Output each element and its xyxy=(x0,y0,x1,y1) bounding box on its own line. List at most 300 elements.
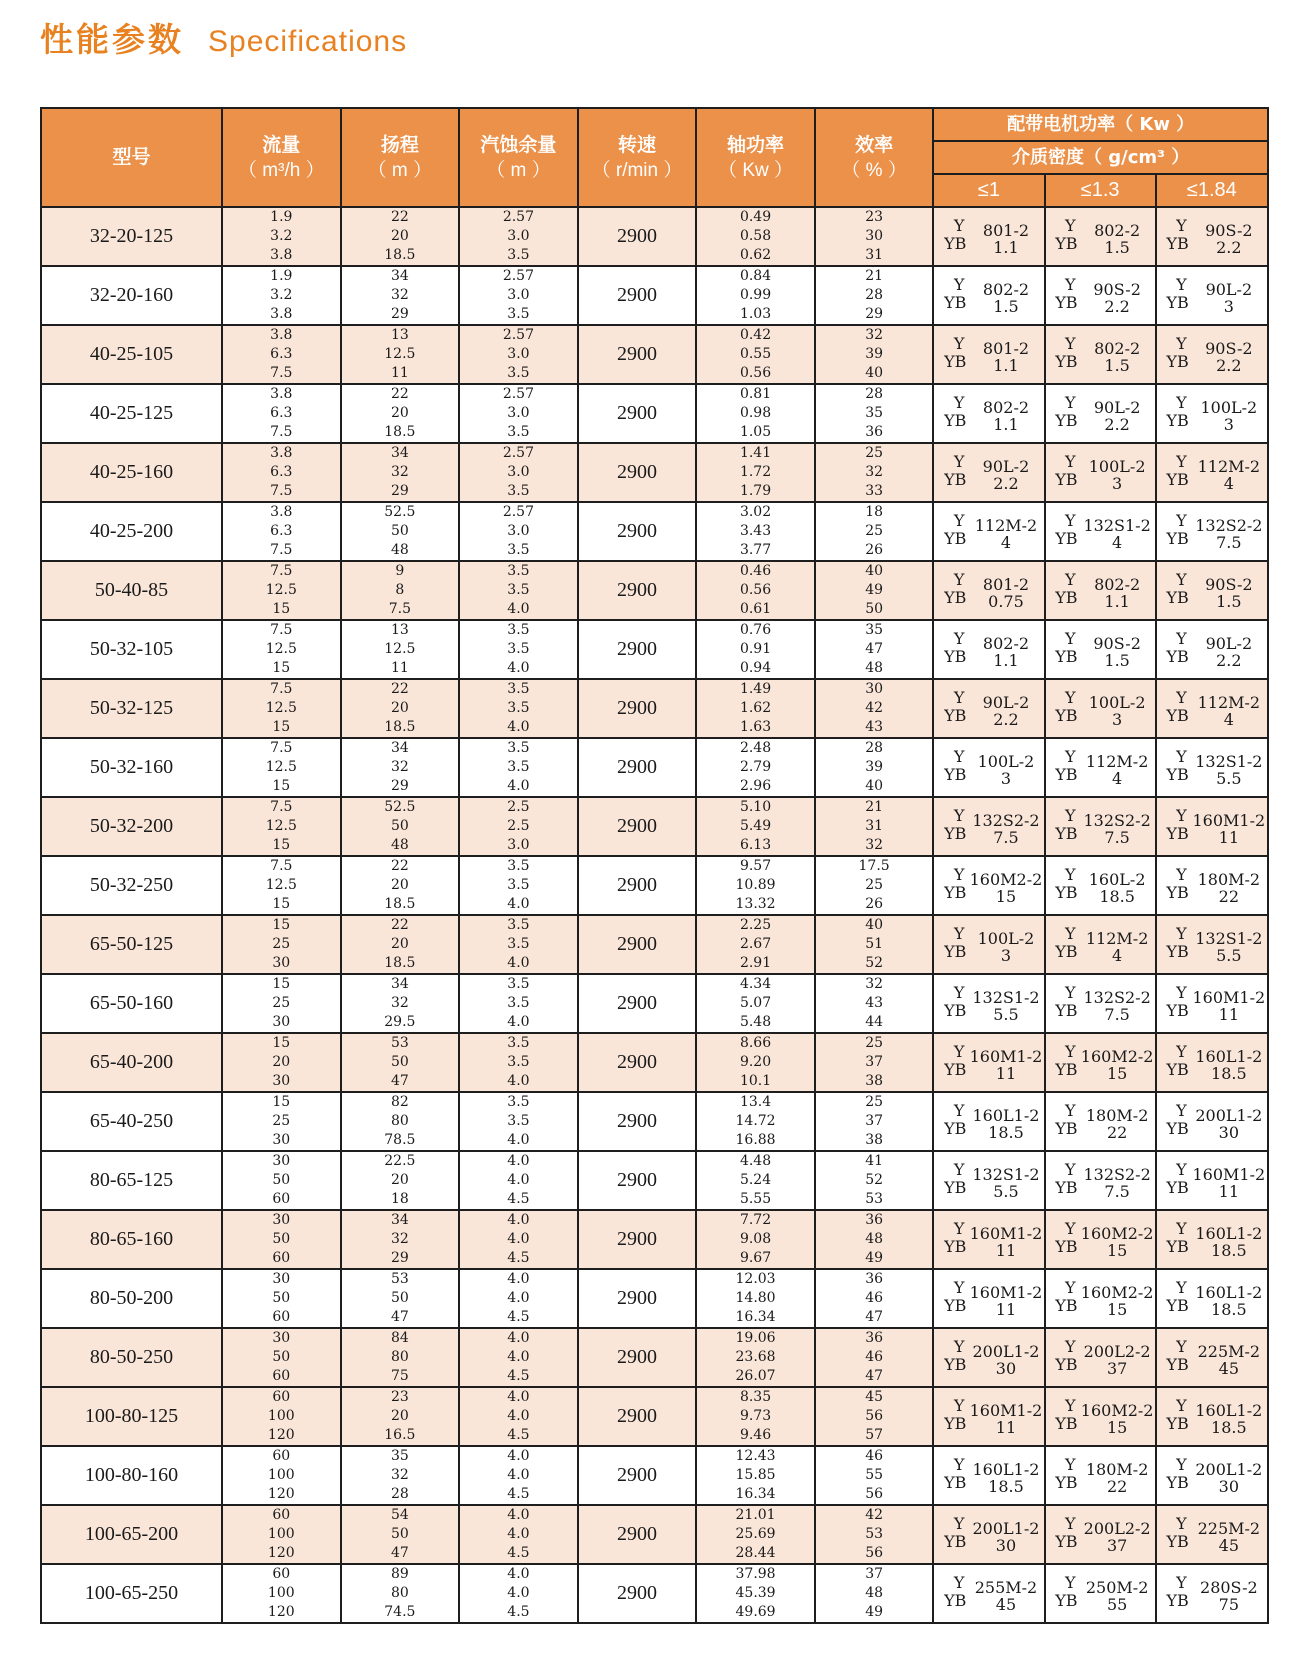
motor-kw: 7.5 xyxy=(1104,1005,1130,1024)
shaft-power-cell-value: 3.02 xyxy=(739,504,772,520)
flow-cell xyxy=(222,443,341,502)
motor-spec xyxy=(1157,687,1267,731)
motor-kw: 45 xyxy=(1218,1359,1240,1378)
head-cell-value: 18 xyxy=(390,1191,409,1207)
shaft-power-cell xyxy=(696,1092,815,1151)
model-cell: 50-32-125 xyxy=(41,679,222,738)
efficiency-cell xyxy=(815,738,934,797)
motor-prefix-yb: YB xyxy=(1166,1296,1189,1315)
head-cell-value: 22 xyxy=(390,681,409,697)
header-density-3: ≤1.84 xyxy=(1156,174,1268,207)
head-cell xyxy=(341,856,460,915)
motor-prefix-yb: YB xyxy=(1055,883,1078,902)
motor-type: 90L-2 xyxy=(982,457,1030,476)
head-cell-value: 12.5 xyxy=(384,641,416,657)
npsh-cell-value: 4.5 xyxy=(507,1545,530,1561)
motor-cell xyxy=(1045,443,1156,502)
head-cell-value: 22 xyxy=(390,386,409,402)
npsh-cell-value: 4.0 xyxy=(507,1330,530,1346)
motor-prefix-y: Y xyxy=(953,806,965,825)
table-row xyxy=(41,1446,1268,1505)
motor-cell xyxy=(1156,915,1268,974)
head-cell-value: 34 xyxy=(390,1212,409,1228)
npsh-cell-value: 4.5 xyxy=(507,1309,530,1325)
npsh-cell-value: 3.5 xyxy=(507,995,530,1011)
motor-type: 112M-2 xyxy=(1085,752,1149,771)
flow-cell-value: 15 xyxy=(272,896,291,912)
efficiency-cell xyxy=(815,1151,934,1210)
npsh-cell-value: 3.5 xyxy=(507,483,530,499)
title-chinese: 性能参数 xyxy=(40,20,184,59)
motor-prefix-y: Y xyxy=(1176,1455,1187,1474)
shaft-power-cell xyxy=(696,325,815,384)
motor-prefix-yb: YB xyxy=(1055,942,1078,961)
motor-prefix-y: Y xyxy=(1064,983,1076,1002)
speed-cell: 2900 xyxy=(578,443,697,502)
motor-spec xyxy=(1046,746,1155,790)
shaft-power-cell-value: 16.88 xyxy=(735,1132,776,1148)
model-cell: 65-40-250 xyxy=(41,1092,222,1151)
efficiency-cell-value: 28 xyxy=(865,287,884,303)
motor-prefix-y: Y xyxy=(1064,1573,1076,1592)
head-cell-value: 52.5 xyxy=(384,799,416,815)
motor-type: 160M2-2 xyxy=(969,870,1043,889)
motor-prefix-y: Y xyxy=(1064,275,1076,294)
head-cell-value: 50 xyxy=(390,1054,409,1070)
motor-cell xyxy=(933,1564,1044,1623)
model-cell: 40-25-160 xyxy=(41,443,222,502)
motor-spec xyxy=(1157,333,1267,377)
motor-cell xyxy=(1156,443,1268,502)
efficiency-cell-value: 47 xyxy=(865,1309,884,1325)
efficiency-cell-value: 30 xyxy=(865,228,884,244)
motor-kw: 1.1 xyxy=(1104,592,1130,611)
motor-type: 90L-2 xyxy=(1205,634,1253,653)
shaft-power-cell-value: 8.66 xyxy=(739,1035,772,1051)
motor-prefix-yb: YB xyxy=(944,1532,967,1551)
motor-prefix-y: Y xyxy=(1176,688,1187,707)
flow-cell xyxy=(222,207,341,266)
motor-prefix-y: Y xyxy=(1064,1337,1076,1356)
npsh-cell-value: 4.0 xyxy=(507,1073,530,1089)
head-cell-value: 32 xyxy=(390,759,409,775)
motor-prefix-yb: YB xyxy=(944,411,967,430)
motor-kw: 1.5 xyxy=(1104,356,1130,375)
motor-type: 160M1-2 xyxy=(969,1224,1043,1243)
motor-type: 90L-2 xyxy=(1093,398,1141,417)
motor-prefix-yb: YB xyxy=(1055,647,1078,666)
head-cell-value: 13 xyxy=(390,622,409,638)
head-cell-value: 32 xyxy=(390,1231,409,1247)
efficiency-cell-value: 33 xyxy=(865,483,884,499)
motor-spec xyxy=(1046,1277,1155,1321)
npsh-cell-value: 4.0 xyxy=(507,1231,530,1247)
npsh-cell-value: 2.57 xyxy=(502,268,534,284)
motor-cell xyxy=(1156,1564,1268,1623)
npsh-cell-value: 3.0 xyxy=(507,523,530,539)
head-cell-value: 22.5 xyxy=(384,1153,416,1169)
flow-cell-value: 60 xyxy=(272,1389,291,1405)
motor-type: 801-2 xyxy=(982,339,1030,358)
motor-kw: 18.5 xyxy=(1099,887,1135,906)
motor-spec xyxy=(1046,1336,1155,1380)
head-cell-value: 11 xyxy=(390,660,409,676)
motor-prefix-y: Y xyxy=(1064,334,1076,353)
efficiency-cell-value: 46 xyxy=(865,1349,884,1365)
npsh-cell-value: 3.5 xyxy=(507,1035,530,1051)
table-row xyxy=(41,207,1268,266)
npsh-cell-value: 3.5 xyxy=(507,681,530,697)
motor-cell xyxy=(933,1210,1044,1269)
npsh-cell-value: 4.0 xyxy=(507,1132,530,1148)
shaft-power-cell-value: 0.55 xyxy=(739,346,772,362)
motor-type: 200L2-2 xyxy=(1083,1519,1151,1538)
npsh-cell-value: 4.0 xyxy=(507,1014,530,1030)
motor-type: 160L1-2 xyxy=(1195,1283,1263,1302)
motor-cell xyxy=(933,1387,1044,1446)
flow-cell-value: 7.5 xyxy=(270,563,293,579)
motor-cell xyxy=(1156,561,1268,620)
npsh-cell-value: 3.5 xyxy=(507,740,530,756)
shaft-power-cell-value: 4.48 xyxy=(739,1153,772,1169)
npsh-cell-value: 2.57 xyxy=(502,504,534,520)
head-cell xyxy=(341,620,460,679)
efficiency-cell-value: 32 xyxy=(865,464,884,480)
header-density-2: ≤1.3 xyxy=(1045,174,1156,207)
motor-spec xyxy=(1157,215,1267,259)
shaft-power-cell xyxy=(696,266,815,325)
motor-cell xyxy=(933,443,1044,502)
efficiency-cell xyxy=(815,620,934,679)
motor-type: 132S2-2 xyxy=(1083,988,1151,1007)
flow-cell xyxy=(222,266,341,325)
motor-spec xyxy=(1046,687,1155,731)
motor-prefix-y: Y xyxy=(1176,1337,1187,1356)
motor-cell xyxy=(933,561,1044,620)
table-row xyxy=(41,1505,1268,1564)
speed-cell: 2900 xyxy=(578,266,697,325)
motor-type: 100L-2 xyxy=(977,752,1035,771)
motor-spec xyxy=(934,864,1043,908)
npsh-cell-value: 2.57 xyxy=(502,327,534,343)
motor-spec xyxy=(1157,1454,1267,1498)
efficiency-cell-value: 21 xyxy=(865,799,884,815)
motor-cell xyxy=(1045,561,1156,620)
motor-kw: 30 xyxy=(1218,1123,1240,1142)
flow-cell-value: 60 xyxy=(272,1191,291,1207)
motor-spec xyxy=(934,805,1043,849)
motor-kw: 22 xyxy=(1106,1477,1128,1496)
motor-cell xyxy=(1156,1505,1268,1564)
motor-type: 225M-2 xyxy=(1197,1342,1261,1361)
motor-prefix-yb: YB xyxy=(1055,1355,1078,1374)
title-english: Specifications xyxy=(208,25,408,58)
motor-prefix-y: Y xyxy=(1176,275,1187,294)
flow-cell xyxy=(222,1328,341,1387)
head-cell xyxy=(341,1210,460,1269)
motor-prefix-yb: YB xyxy=(944,824,967,843)
motor-spec xyxy=(1157,451,1267,495)
flow-cell-value: 15 xyxy=(272,837,291,853)
head-cell-value: 47 xyxy=(390,1309,409,1325)
npsh-cell-value: 4.0 xyxy=(507,1467,530,1483)
shaft-power-cell-value: 10.89 xyxy=(735,877,776,893)
motor-kw: 45 xyxy=(995,1595,1017,1614)
motor-prefix-yb: YB xyxy=(1055,706,1078,725)
efficiency-cell-value: 43 xyxy=(865,995,884,1011)
shaft-power-cell-value: 23.68 xyxy=(735,1349,776,1365)
motor-kw: 18.5 xyxy=(1211,1300,1247,1319)
motor-prefix-y: Y xyxy=(953,983,965,1002)
motor-spec xyxy=(1046,451,1155,495)
motor-kw: 11 xyxy=(995,1241,1017,1260)
motor-kw: 15 xyxy=(1106,1064,1128,1083)
table-row xyxy=(41,325,1268,384)
flow-cell-value: 15 xyxy=(272,917,291,933)
head-cell-value: 11 xyxy=(390,365,409,381)
shaft-power-cell xyxy=(696,207,815,266)
motor-spec xyxy=(934,215,1043,259)
shaft-power-cell-value: 0.49 xyxy=(739,209,772,225)
motor-type: 90S-2 xyxy=(1093,634,1141,653)
motor-type: 132S2-2 xyxy=(1195,516,1263,535)
motor-type: 802-2 xyxy=(1094,339,1141,358)
motor-type: 160M2-2 xyxy=(1080,1047,1154,1066)
model-cell: 80-50-250 xyxy=(41,1328,222,1387)
model-cell: 100-80-160 xyxy=(41,1446,222,1505)
motor-prefix-yb: YB xyxy=(944,1119,967,1138)
motor-spec xyxy=(1046,1218,1155,1262)
header-flow: 流量 （ m³/h ） xyxy=(222,108,341,207)
motor-prefix-yb: YB xyxy=(1055,234,1078,253)
flow-cell-value: 6.3 xyxy=(270,464,293,480)
flow-cell-value: 3.2 xyxy=(270,228,293,244)
efficiency-cell-value: 48 xyxy=(865,1231,884,1247)
efficiency-cell xyxy=(815,266,934,325)
motor-prefix-yb: YB xyxy=(1166,352,1189,371)
motor-prefix-yb: YB xyxy=(1166,1237,1189,1256)
motor-type: 132S2-2 xyxy=(972,811,1040,830)
flow-cell xyxy=(222,1210,341,1269)
flow-cell-value: 12.5 xyxy=(265,759,297,775)
head-cell xyxy=(341,797,460,856)
flow-cell-value: 3.8 xyxy=(270,445,293,461)
motor-type: 132S1-2 xyxy=(972,988,1040,1007)
motor-spec xyxy=(1046,1513,1155,1557)
flow-cell xyxy=(222,915,341,974)
motor-prefix-y: Y xyxy=(1176,1219,1187,1238)
motor-spec xyxy=(1157,982,1267,1026)
head-cell-value: 54 xyxy=(390,1507,409,1523)
motor-cell xyxy=(1045,679,1156,738)
head-cell-value: 22 xyxy=(390,858,409,874)
motor-prefix-y: Y xyxy=(1176,452,1187,471)
motor-prefix-yb: YB xyxy=(1055,1414,1078,1433)
shaft-power-cell-value: 14.72 xyxy=(735,1113,776,1129)
motor-kw: 45 xyxy=(1218,1536,1240,1555)
head-cell-value: 23 xyxy=(390,1389,409,1405)
motor-kw: 30 xyxy=(1218,1477,1240,1496)
motor-prefix-y: Y xyxy=(953,688,965,707)
motor-cell xyxy=(1156,384,1268,443)
efficiency-cell-value: 28 xyxy=(865,740,884,756)
motor-prefix-y: Y xyxy=(1176,216,1187,235)
table-row xyxy=(41,443,1268,502)
motor-spec xyxy=(1157,1572,1267,1616)
head-cell-value: 48 xyxy=(390,542,409,558)
npsh-cell-value: 3.5 xyxy=(507,976,530,992)
motor-prefix-yb: YB xyxy=(1055,1591,1078,1610)
flow-cell xyxy=(222,1505,341,1564)
motor-prefix-yb: YB xyxy=(1166,234,1189,253)
efficiency-cell-value: 26 xyxy=(865,542,884,558)
motor-prefix-y: Y xyxy=(1176,983,1187,1002)
motor-spec xyxy=(934,1454,1043,1498)
motor-prefix-yb: YB xyxy=(1166,470,1189,489)
motor-type: 180M-2 xyxy=(1085,1106,1149,1125)
flow-cell-value: 7.5 xyxy=(270,365,293,381)
motor-cell xyxy=(1045,974,1156,1033)
efficiency-cell xyxy=(815,1092,934,1151)
motor-cell xyxy=(933,266,1044,325)
shaft-power-cell-value: 0.98 xyxy=(739,405,772,421)
shaft-power-cell-value: 3.43 xyxy=(739,523,772,539)
motor-spec xyxy=(934,982,1043,1026)
shaft-power-cell-value: 0.56 xyxy=(739,582,772,598)
efficiency-cell-value: 49 xyxy=(865,582,884,598)
motor-type: 802-2 xyxy=(1094,221,1141,240)
motor-prefix-yb: YB xyxy=(1166,1001,1189,1020)
table-body xyxy=(41,207,1268,1623)
head-cell-value: 52.5 xyxy=(384,504,416,520)
head-cell-value: 80 xyxy=(390,1113,409,1129)
speed-cell: 2900 xyxy=(578,1151,697,1210)
motor-cell xyxy=(1045,856,1156,915)
motor-prefix-y: Y xyxy=(1064,1160,1076,1179)
motor-cell xyxy=(1045,325,1156,384)
efficiency-cell-value: 48 xyxy=(865,660,884,676)
shaft-power-cell-value: 5.10 xyxy=(739,799,772,815)
motor-spec xyxy=(1157,1100,1267,1144)
flow-cell xyxy=(222,1033,341,1092)
shaft-power-cell-value: 8.35 xyxy=(739,1389,772,1405)
efficiency-cell xyxy=(815,797,934,856)
motor-cell xyxy=(1156,679,1268,738)
motor-cell xyxy=(1156,974,1268,1033)
npsh-cell xyxy=(459,207,578,266)
motor-kw: 3 xyxy=(1112,710,1123,729)
header-speed: 转速 （ r/min ） xyxy=(578,108,697,207)
motor-kw: 15 xyxy=(1106,1241,1128,1260)
motor-cell xyxy=(1045,502,1156,561)
motor-kw: 30 xyxy=(995,1536,1017,1555)
motor-prefix-yb: YB xyxy=(944,470,967,489)
efficiency-cell-value: 46 xyxy=(865,1290,884,1306)
table-row xyxy=(41,1269,1268,1328)
npsh-cell-value: 3.5 xyxy=(507,365,530,381)
motor-prefix-yb: YB xyxy=(1166,1473,1189,1492)
motor-type: 250M-2 xyxy=(1085,1578,1149,1597)
head-cell xyxy=(341,266,460,325)
motor-kw: 5.5 xyxy=(1216,946,1242,965)
motor-spec xyxy=(934,1513,1043,1557)
motor-kw: 11 xyxy=(995,1418,1017,1437)
motor-kw: 4 xyxy=(1223,474,1234,493)
motor-prefix-y: Y xyxy=(1064,1042,1076,1061)
efficiency-cell-value: 30 xyxy=(865,681,884,697)
motor-kw: 7.5 xyxy=(1104,1182,1130,1201)
motor-kw: 18.5 xyxy=(988,1123,1024,1142)
npsh-cell xyxy=(459,679,578,738)
motor-spec xyxy=(934,451,1043,495)
shaft-power-cell-value: 13.4 xyxy=(739,1094,772,1110)
motor-cell xyxy=(933,620,1044,679)
flow-cell xyxy=(222,974,341,1033)
head-cell xyxy=(341,1092,460,1151)
npsh-cell-value: 4.5 xyxy=(507,1427,530,1443)
motor-kw: 5.5 xyxy=(993,1005,1019,1024)
motor-prefix-y: Y xyxy=(953,1042,965,1061)
motor-type: 160M1-2 xyxy=(969,1047,1043,1066)
motor-prefix-y: Y xyxy=(1064,1396,1076,1415)
shaft-power-cell-value: 25.69 xyxy=(735,1526,776,1542)
shaft-power-cell-value: 15.85 xyxy=(735,1467,776,1483)
motor-cell xyxy=(1045,1505,1156,1564)
shaft-power-cell xyxy=(696,443,815,502)
motor-prefix-yb: YB xyxy=(1055,1060,1078,1079)
npsh-cell xyxy=(459,1328,578,1387)
motor-cell xyxy=(1156,207,1268,266)
npsh-cell xyxy=(459,1210,578,1269)
motor-cell xyxy=(933,974,1044,1033)
npsh-cell-value: 4.0 xyxy=(507,955,530,971)
model-cell: 80-65-160 xyxy=(41,1210,222,1269)
motor-prefix-yb: YB xyxy=(1055,1001,1078,1020)
npsh-cell-value: 3.5 xyxy=(507,306,530,322)
motor-type: 100L-2 xyxy=(1088,693,1146,712)
flow-cell-value: 120 xyxy=(267,1604,295,1620)
motor-kw: 4 xyxy=(1223,710,1234,729)
motor-kw: 7.5 xyxy=(993,828,1019,847)
motor-cell xyxy=(1045,797,1156,856)
efficiency-cell-value: 56 xyxy=(865,1486,884,1502)
npsh-cell xyxy=(459,502,578,561)
flow-cell-value: 12.5 xyxy=(265,877,297,893)
flow-cell-value: 15 xyxy=(272,1094,291,1110)
motor-kw: 5.5 xyxy=(993,1182,1019,1201)
speed-cell: 2900 xyxy=(578,1269,697,1328)
motor-cell xyxy=(933,384,1044,443)
motor-spec xyxy=(1157,746,1267,790)
shaft-power-cell-value: 12.43 xyxy=(735,1448,776,1464)
motor-prefix-y: Y xyxy=(1176,393,1187,412)
motor-prefix-yb: YB xyxy=(944,706,967,725)
motor-type: 200L1-2 xyxy=(972,1342,1040,1361)
efficiency-cell-value: 35 xyxy=(865,405,884,421)
motor-prefix-y: Y xyxy=(953,570,965,589)
motor-type: 112M-2 xyxy=(1197,457,1261,476)
motor-type: 132S1-2 xyxy=(1195,752,1263,771)
efficiency-cell-value: 40 xyxy=(865,917,884,933)
motor-prefix-yb: YB xyxy=(1055,1473,1078,1492)
shaft-power-cell-value: 4.34 xyxy=(739,976,772,992)
flow-cell-value: 30 xyxy=(272,1330,291,1346)
motor-prefix-yb: YB xyxy=(944,293,967,312)
motor-prefix-yb: YB xyxy=(1055,1237,1078,1256)
motor-type: 160M2-2 xyxy=(1080,1283,1154,1302)
motor-prefix-yb: YB xyxy=(944,647,967,666)
motor-spec xyxy=(1157,1336,1267,1380)
